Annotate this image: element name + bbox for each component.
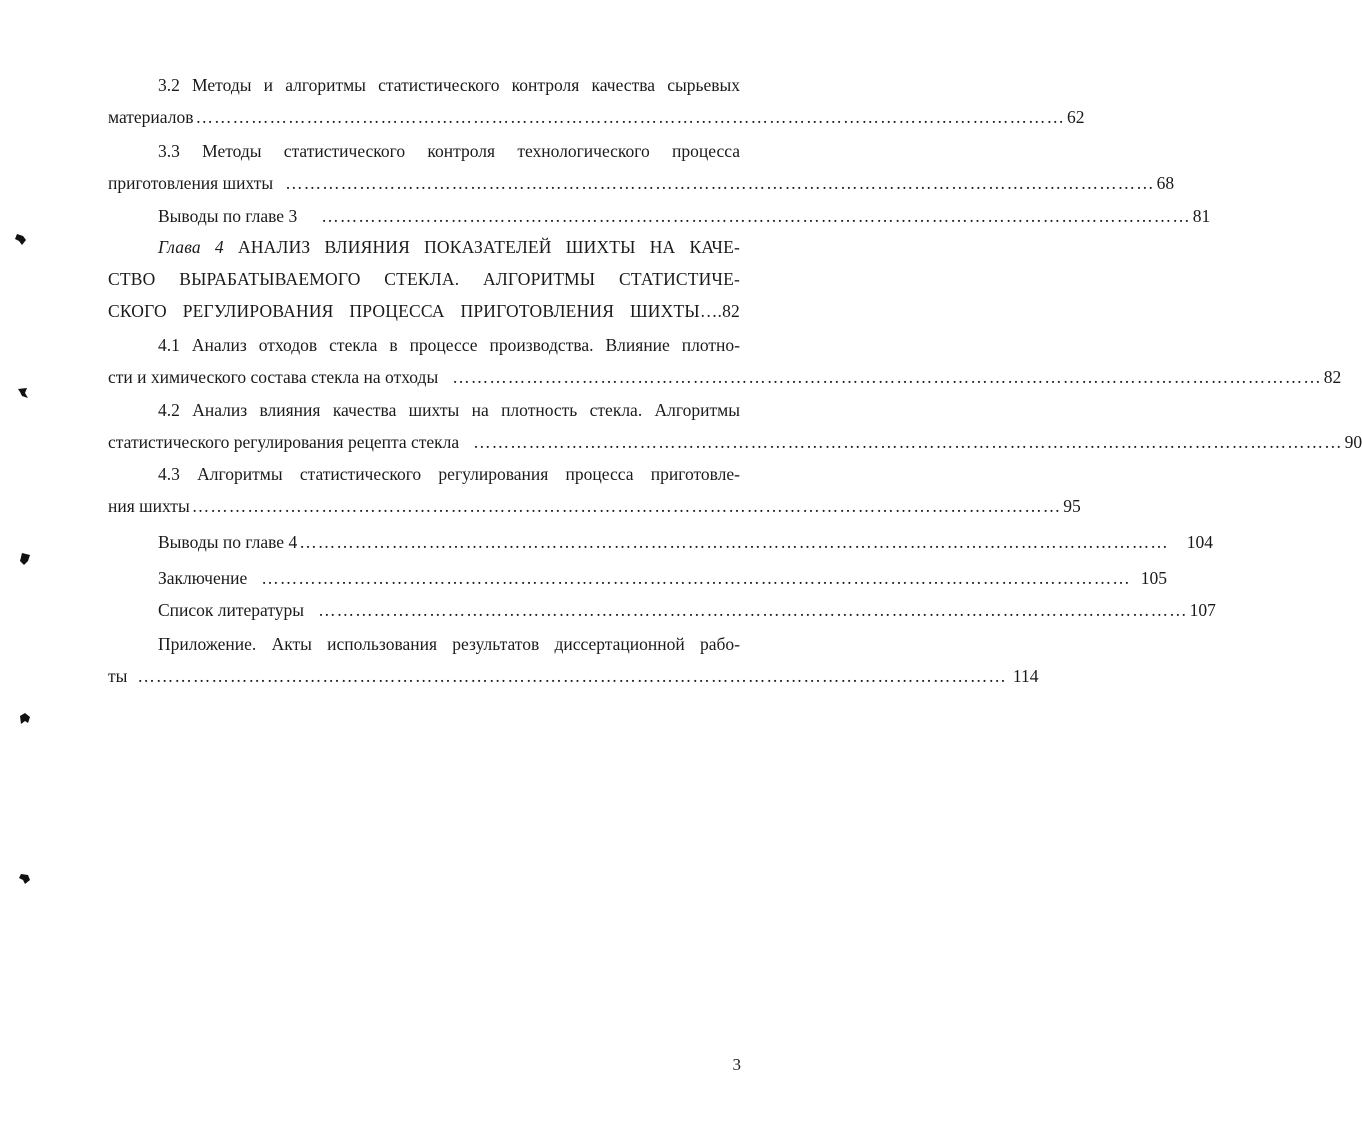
leader-dots: …………………………………………………………………………………………………………………………… bbox=[195, 107, 1065, 127]
toc-conclusions-ch4-label: Выводы по главе 4 bbox=[158, 532, 298, 552]
toc-3-3-title-line2: приготовления шихты bbox=[108, 173, 274, 193]
toc-appendix-page: 114 bbox=[1012, 666, 1039, 686]
toc-4-2-title-line1: 4.2 Анализ влияния качества шихты на плотность стекла. Алгоритмы bbox=[158, 400, 740, 420]
toc-conclusions-ch3-label: Выводы по главе 3 bbox=[158, 206, 298, 226]
toc-4-2-page: 90 bbox=[1344, 432, 1362, 452]
toc-3-3-page: 68 bbox=[1156, 173, 1175, 193]
toc-references bbox=[158, 599, 1216, 621]
scan-speck-icon bbox=[18, 552, 32, 566]
toc-appendix-entry bbox=[108, 665, 1039, 687]
toc-4-3-title-line2: ния шихты bbox=[108, 496, 190, 516]
toc-4-3-entry bbox=[108, 495, 1081, 517]
leader-dots: …………………………………………………………………………………………………………………………… bbox=[452, 367, 1322, 387]
toc-conclusions-ch4-page: 104 bbox=[1186, 532, 1213, 552]
leader-dots: …………………………………………………………………………………………………………………………… bbox=[299, 532, 1169, 552]
toc-3-2-page: 62 bbox=[1066, 107, 1085, 127]
leader-dots: …………………………………………………………………………………………………………………………… bbox=[137, 666, 1007, 686]
toc-chapter-4-line3: СКОГО РЕГУЛИРОВАНИЯ ПРОЦЕССА ПРИГОТОВЛЕНИЯ ШИХТЫ….82 bbox=[108, 301, 740, 321]
toc-chapter-4-line1 bbox=[158, 236, 740, 258]
leader-dots: …………………………………………………………………………………………………………………………… bbox=[261, 568, 1131, 588]
toc-conclusions-ch3-page: 81 bbox=[1192, 206, 1211, 226]
leader-dots: …………………………………………………………………………………………………………………………… bbox=[191, 496, 1062, 516]
toc-chapter-4-line2: СТВО ВЫРАБАТЫВАЕМОГО СТЕКЛА. АЛГОРИТМЫ СТАТИСТИЧЕ- bbox=[108, 269, 740, 289]
scan-speck-icon bbox=[18, 872, 32, 886]
toc-chapter-4-prefix: Глава 4 bbox=[158, 237, 224, 257]
toc-4-1-page: 82 bbox=[1323, 367, 1342, 387]
toc-4-1-title-line1: 4.1 Анализ отходов стекла в процессе производства. Влияние плотно- bbox=[158, 335, 740, 355]
toc-3-3-title-line1: 3.3 Методы статистического контроля технологического процесса bbox=[158, 141, 740, 161]
toc-4-1-entry bbox=[108, 366, 1342, 388]
toc-3-2-entry bbox=[108, 106, 1085, 128]
toc-chapter-4-title-line1: АНАЛИЗ ВЛИЯНИЯ ПОКАЗАТЕЛЕЙ ШИХТЫ НА КАЧЕ- bbox=[237, 237, 740, 257]
scan-speck-icon bbox=[14, 232, 28, 246]
toc-references-page: 107 bbox=[1189, 600, 1216, 620]
toc-4-1-title-line2: сти и химического состава стекла на отходы bbox=[108, 367, 439, 387]
toc-conclusions-ch3 bbox=[158, 205, 1211, 227]
toc-3-2-title-line1: 3.2 Методы и алгоритмы статистического контроля качества сырьевых bbox=[158, 75, 740, 95]
toc-conclusion-label: Заключение bbox=[158, 568, 248, 588]
toc-appendix-line1: Приложение. Акты использования результатов диссертационной рабо- bbox=[158, 634, 740, 654]
leader-dots: …………………………………………………………………………………………………………………………… bbox=[285, 173, 1155, 193]
toc-4-3-page: 95 bbox=[1063, 496, 1081, 516]
toc-4-2-title-line2: статистического регулирования рецепта стекла bbox=[108, 432, 460, 452]
page-number: 3 bbox=[732, 1055, 741, 1074]
toc-4-2-entry bbox=[108, 431, 1362, 453]
toc-conclusion bbox=[158, 567, 1167, 589]
toc-3-3-entry bbox=[108, 172, 1175, 194]
toc-conclusion-page: 105 bbox=[1140, 568, 1167, 588]
leader-dots: …………………………………………………………………………………………………………………………… bbox=[473, 432, 1343, 452]
leader-dots: …………………………………………………………………………………………………………………………… bbox=[321, 206, 1191, 226]
toc-appendix-line2: ты bbox=[108, 666, 128, 686]
toc-3-2-title-line2: материалов bbox=[108, 107, 194, 127]
toc-references-label: Список литературы bbox=[158, 600, 305, 620]
toc-conclusions-ch4 bbox=[158, 531, 1213, 553]
toc-4-3-title-line1: 4.3 Алгоритмы статистического регулирования процесса приготовле- bbox=[158, 464, 740, 484]
scan-speck-icon bbox=[18, 712, 32, 726]
scan-speck-icon bbox=[16, 386, 30, 400]
leader-dots: …………………………………………………………………………………………………………………………… bbox=[318, 600, 1188, 620]
